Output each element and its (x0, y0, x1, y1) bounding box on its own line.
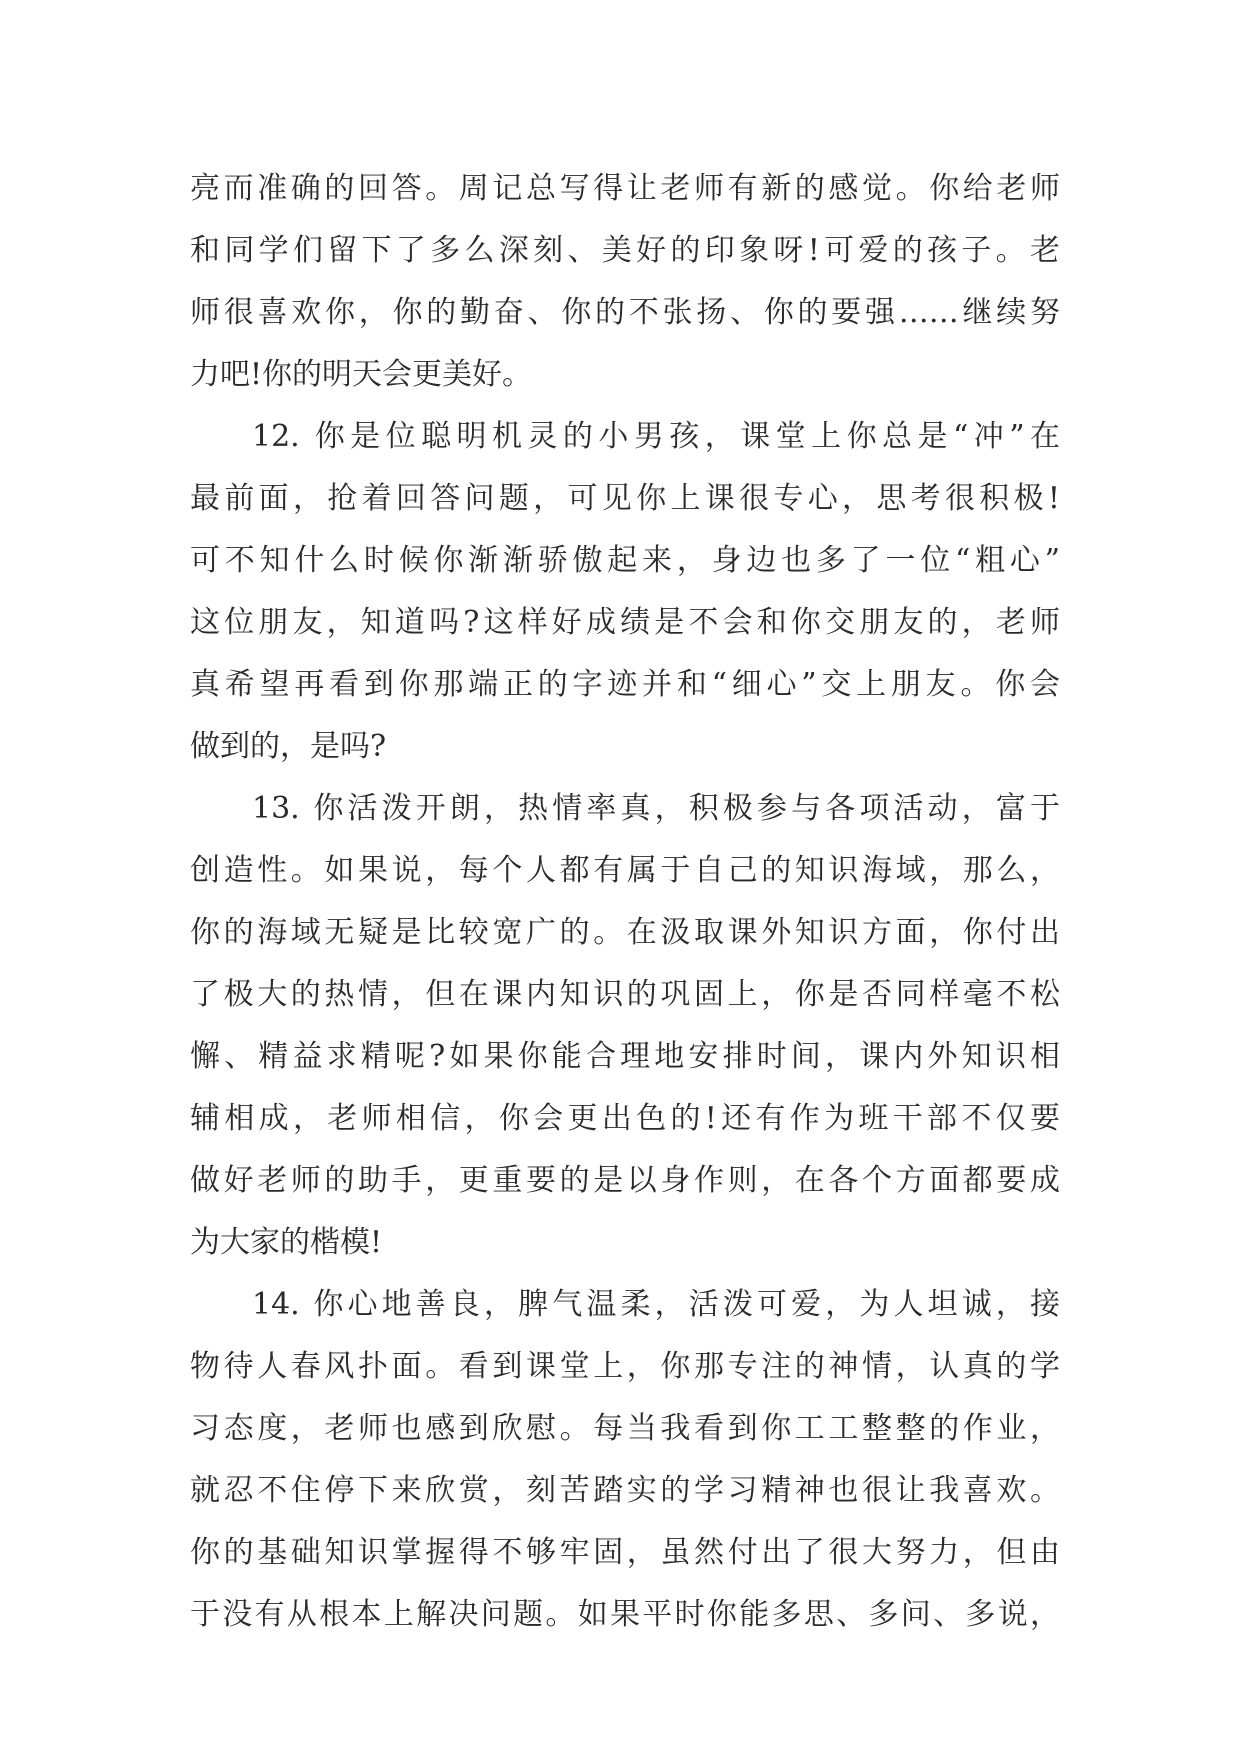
text-line: 12. 你是位聪明机灵的小男孩，课堂上你总是“冲”在 (252, 419, 1060, 454)
text-line: 力吧!你的明天会更美好。 (190, 357, 533, 392)
text-line: 你的基础知识掌握得不够牢固，虽然付出了很大努力，但由 (190, 1535, 1060, 1570)
text-line: 就忍不住停下来欣赏，刻苦踏实的学习精神也很让我喜欢。 (190, 1473, 1060, 1508)
text-line: 为大家的楷模! (190, 1225, 383, 1260)
text-line: 懈、精益求精呢?如果你能合理地安排时间，课内外知识相 (190, 1039, 1060, 1074)
text-line: 14. 你心地善良，脾气温柔，活泼可爱，为人坦诚，接 (252, 1287, 1060, 1322)
text-line: 做好老师的助手，更重要的是以身作则，在各个方面都要成 (190, 1163, 1060, 1198)
text-line: 辅相成，老师相信，你会更出色的!还有作为班干部不仅要 (190, 1101, 1060, 1136)
text-line: 你的海域无疑是比较宽广的。在汲取课外知识方面，你付出 (190, 915, 1060, 950)
text-line: 创造性。如果说，每个人都有属于自己的知识海域，那么， (190, 853, 1060, 888)
text-line: 这位朋友，知道吗?这样好成绩是不会和你交朋友的，老师 (190, 605, 1060, 640)
text-line: 物待人春风扑面。看到课堂上，你那专注的神情，认真的学 (190, 1349, 1060, 1384)
document-body (190, 158, 1060, 1646)
text-line: 亮而准确的回答。周记总写得让老师有新的感觉。你给老师 (190, 171, 1060, 206)
text-line: 做到的，是吗? (190, 729, 387, 764)
text-line: 可不知什么时候你渐渐骄傲起来，身边也多了一位“粗心” (190, 543, 1060, 578)
text-line: 13. 你活泼开朗，热情率真，积极参与各项活动，富于 (252, 791, 1060, 826)
text-line: 习态度，老师也感到欣慰。每当我看到你工工整整的作业， (190, 1411, 1060, 1446)
text-line: 了极大的热情，但在课内知识的巩固上，你是否同样毫不松 (190, 977, 1060, 1012)
text-line: 和同学们留下了多么深刻、美好的印象呀!可爱的孩子。老 (190, 233, 1060, 268)
text-line: 师很喜欢你，你的勤奋、你的不张扬、你的要强……继续努 (190, 295, 1060, 330)
text-line: 于没有从根本上解决问题。如果平时你能多思、多问、多说， (190, 1597, 1060, 1632)
text-line: 最前面，抢着回答问题，可见你上课很专心，思考很积极! (190, 481, 1060, 516)
text-line: 真希望再看到你那端正的字迹并和“细心”交上朋友。你会 (190, 667, 1060, 702)
